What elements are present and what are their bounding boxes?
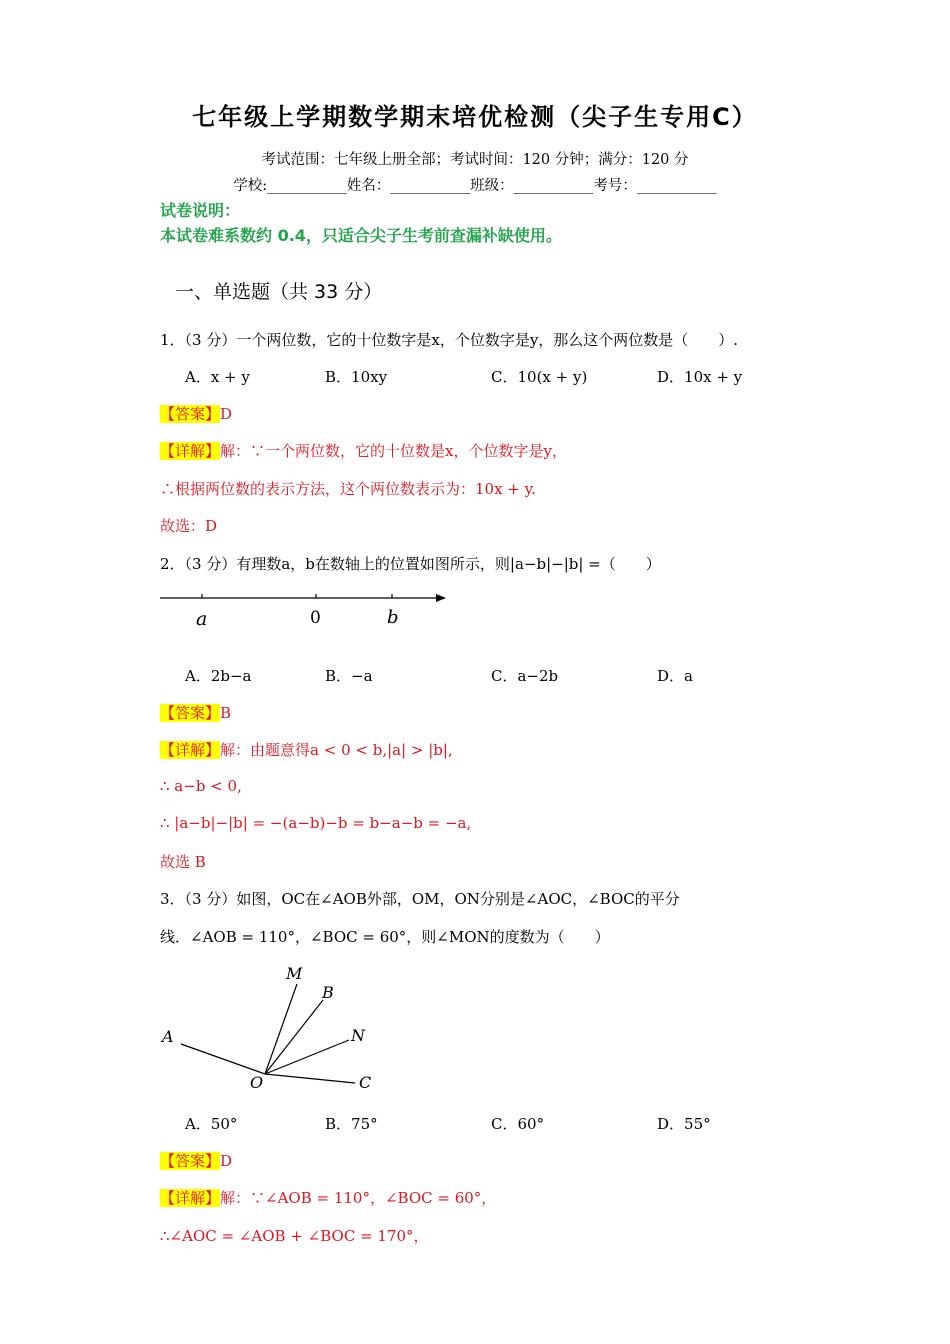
detail-tag: 【详解】 bbox=[160, 741, 221, 759]
section-title: 一、单选题（共 33 分） bbox=[175, 281, 383, 303]
q3-stem-line2: 线．∠AOB = 110°，∠BOC = 60°，则∠MON的度数为（ ） bbox=[160, 928, 610, 946]
answer-tag: 【答案】 bbox=[160, 1152, 221, 1170]
q1-answer bbox=[160, 403, 232, 424]
angle-figure bbox=[155, 960, 395, 1095]
q2-answer bbox=[160, 702, 231, 723]
q2-stem: 2．（3 分）有理数a，b在数轴上的位置如图所示，则|a−b|−|b| =（ ） bbox=[160, 555, 661, 573]
q1-detail-2: ∴根据两位数的表示方法，这个两位数表示为：10x + y. bbox=[160, 480, 536, 498]
number-line-arrow bbox=[436, 594, 446, 602]
label-b: b bbox=[387, 607, 399, 628]
q3-stem-line1: 3．（3 分）如图，OC在∠AOB外部，OM，ON分别是∠AOC，∠BOC的平分 bbox=[160, 890, 680, 908]
detail-tag: 【详解】 bbox=[160, 442, 221, 460]
label-o: O bbox=[250, 1073, 264, 1092]
detail-tag: 【详解】 bbox=[160, 1189, 221, 1207]
student-fill-line: 学校:___________姓名：___________班级：___________考号：___________ bbox=[233, 178, 717, 194]
q2-option-c: C．a−2b bbox=[491, 667, 559, 685]
q3-option-d: D．55° bbox=[657, 1115, 711, 1133]
page-title: 七年级上学期数学期末培优检测（尖子生专用C） bbox=[192, 103, 758, 131]
ray-oa bbox=[181, 1044, 265, 1074]
q1-detail-text-1: 解：∵一个两位数，它的十位数是x，个位数字是y， bbox=[220, 442, 567, 460]
answer-tag: 【答案】 bbox=[160, 704, 221, 722]
ray-oc bbox=[265, 1074, 355, 1083]
q1-answer-value: D bbox=[220, 405, 233, 423]
answer-tag: 【答案】 bbox=[160, 405, 221, 423]
label-a: A bbox=[162, 1027, 174, 1046]
q2-option-d: D．a bbox=[657, 667, 693, 685]
q2-option-a: A．2b−a bbox=[185, 667, 252, 685]
q3-detail-2: ∴∠AOC = ∠AOB + ∠BOC = 170°， bbox=[160, 1227, 429, 1245]
notes-text: 本试卷难系数约 0.4，只适合尖子生考前查漏补缺使用。 bbox=[160, 226, 562, 245]
q3-detail-text-1: 解：∵∠AOB = 110°，∠BOC = 60°， bbox=[220, 1189, 497, 1207]
q3-answer bbox=[160, 1150, 232, 1171]
label-n: N bbox=[351, 1026, 365, 1045]
q2-detail-2: ∴ a−b < 0, bbox=[160, 777, 242, 795]
q1-option-d: D．10x + y bbox=[657, 368, 743, 386]
q1-detail-3: 故选：D bbox=[160, 517, 218, 535]
q3-detail-1 bbox=[160, 1187, 496, 1208]
q1-detail-1 bbox=[160, 440, 567, 461]
q2-detail-4: 故选 B bbox=[160, 853, 206, 871]
q3-answer-value: D bbox=[220, 1152, 233, 1170]
q1-option-c: C．10(x + y) bbox=[491, 368, 588, 386]
ray-om bbox=[265, 984, 297, 1074]
notes-heading: 试卷说明： bbox=[160, 201, 241, 220]
q1-stem: 1．（3 分）一个两位数，它的十位数字是x，个位数字是y，那么这个两位数是（ ）. bbox=[160, 331, 739, 349]
q1-option-b: B．10xy bbox=[325, 368, 388, 386]
label-c: C bbox=[359, 1073, 372, 1092]
q3-option-a: A．50° bbox=[185, 1115, 238, 1133]
q3-option-c: C．60° bbox=[491, 1115, 545, 1133]
label-m: M bbox=[286, 964, 303, 983]
label-a: a bbox=[196, 608, 208, 630]
exam-info: 考试范围：七年级上册全部；考试时间：120 分钟；满分：120 分 bbox=[261, 152, 689, 168]
number-line-figure bbox=[158, 585, 458, 635]
q2-detail-1 bbox=[160, 739, 453, 760]
q2-detail-text-1: 解：由题意得a < 0 < b,|a| > |b|, bbox=[220, 741, 453, 759]
q2-detail-3: ∴ |a−b|−|b| = −(a−b)−b = b−a−b = −a, bbox=[160, 814, 472, 832]
q1-option-a: A．x + y bbox=[185, 368, 250, 386]
q2-option-b: B．−a bbox=[325, 667, 373, 685]
label-0: 0 bbox=[310, 608, 321, 628]
q2-answer-value: B bbox=[220, 704, 232, 722]
label-b: B bbox=[322, 983, 334, 1002]
q3-option-b: B．75° bbox=[325, 1115, 378, 1133]
